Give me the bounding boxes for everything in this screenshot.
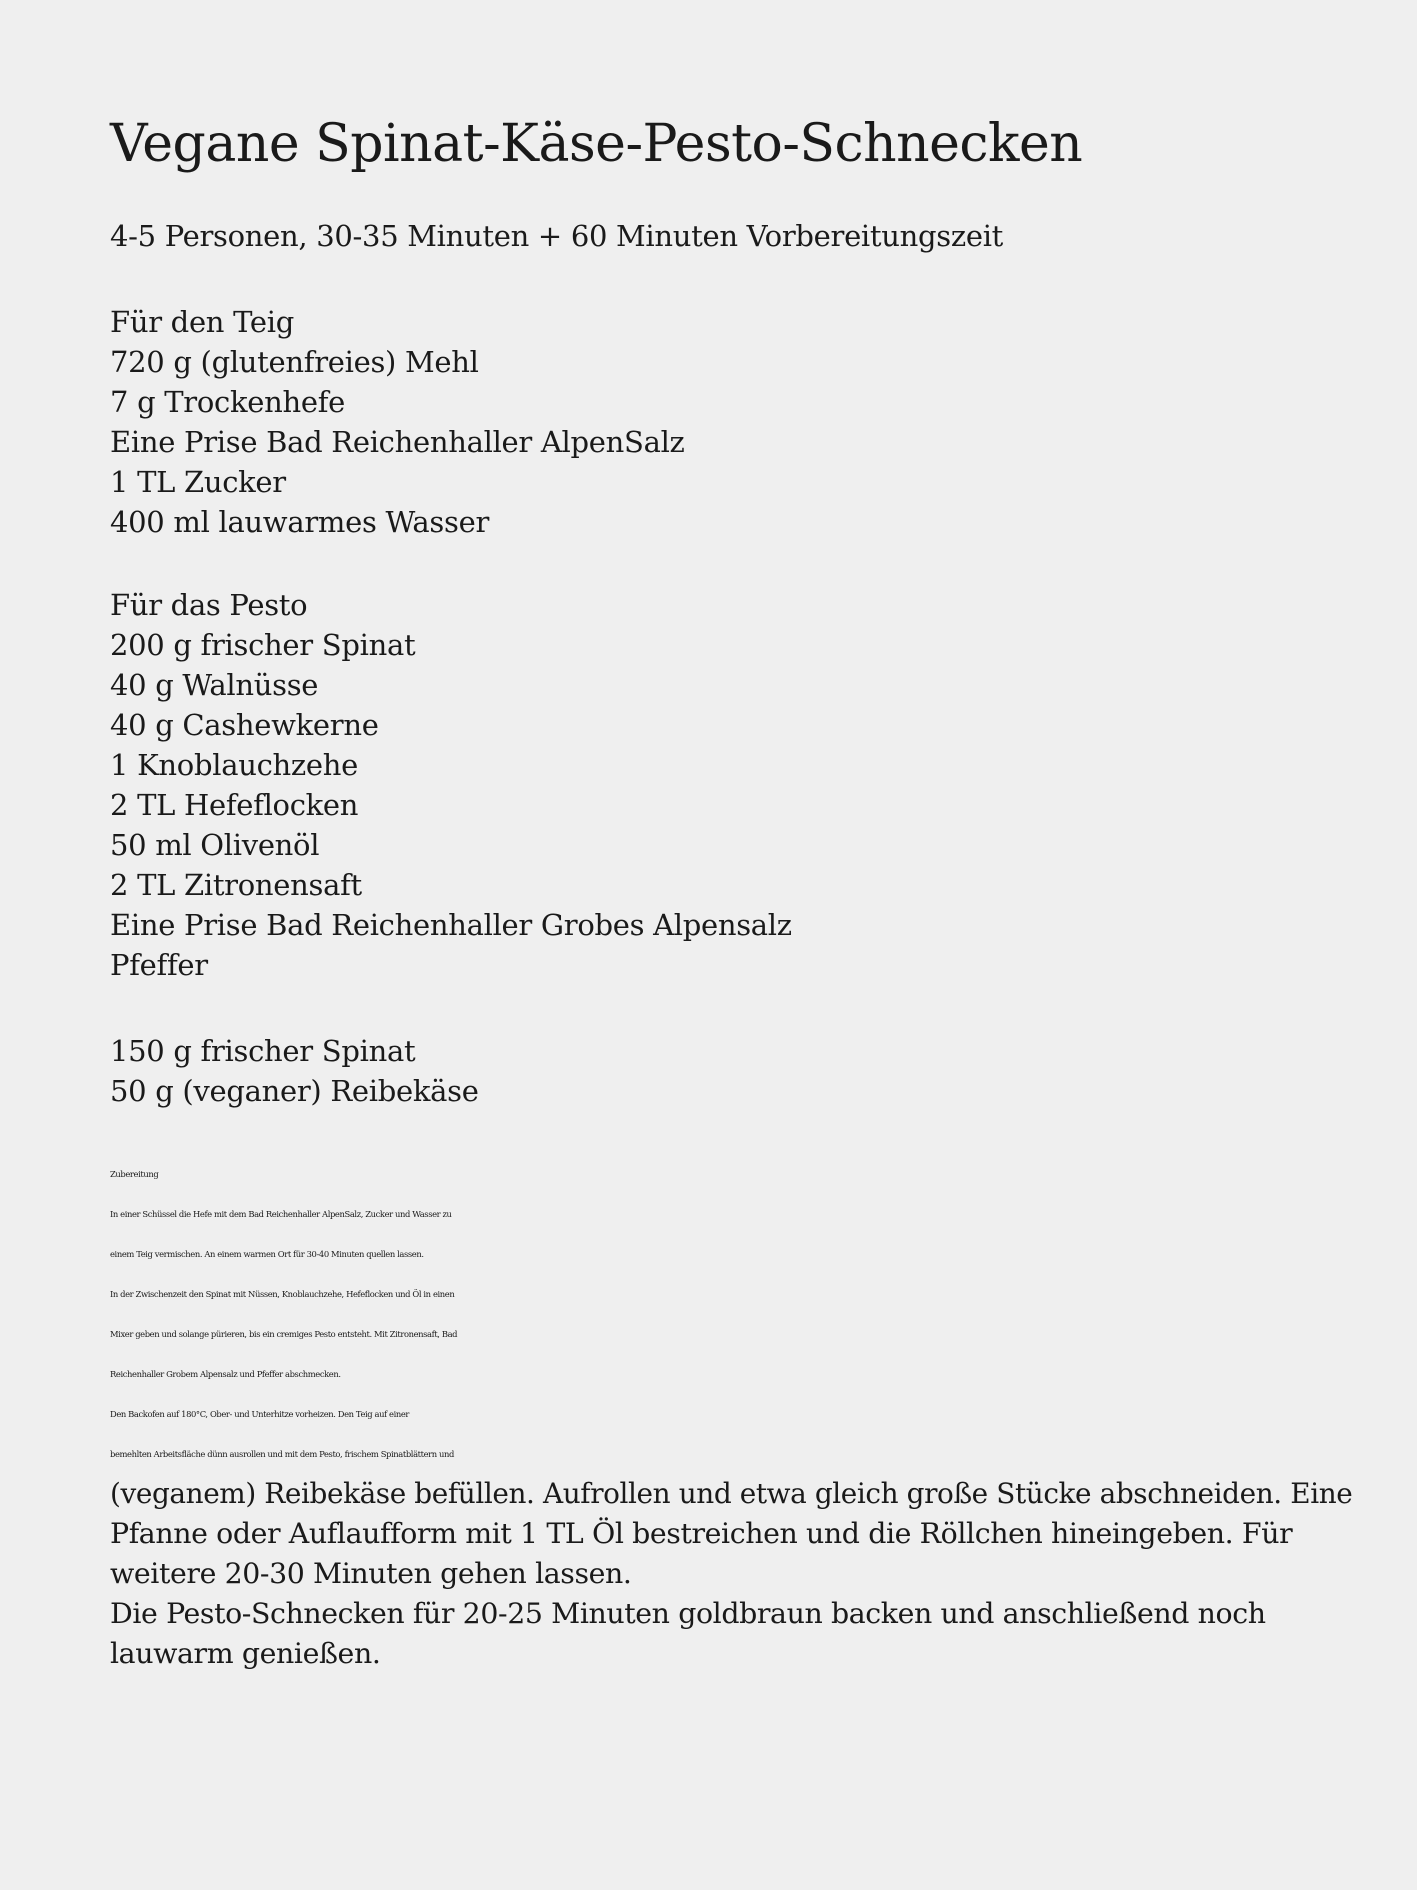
ingredient-item: 150 g frischer Spinat [110, 1034, 416, 1068]
preparation-line: Den Backofen auf 180°C, Ober- und Unterhitze vorheizen. Den Teig auf einer [110, 1409, 410, 1419]
recipe-title: Vegane Spinat-Käse-Pesto-Schnecken [110, 114, 1083, 174]
ingredient-item: 2 TL Hefeflocken [110, 788, 359, 822]
preparation-line: Pfanne oder Auflaufform mit 1 TL Öl bestreichen und die Röllchen hineingeben. Für [110, 1517, 1293, 1550]
recipe-meta: 4-5 Personen, 30-35 Minuten + 60 Minuten Vorbereitungszeit [110, 219, 1004, 253]
ingredient-item: 40 g Walnüsse [110, 668, 319, 702]
preparation-steps [110, 1154, 1352, 1674]
ingredient-item: 1 Knoblauchzehe [110, 748, 358, 782]
ingredient-item: 720 g (glutenfreies) Mehl [110, 345, 479, 379]
ingredient-item: 400 ml lauwarmes Wasser [110, 505, 490, 539]
section-heading: Für den Teig [110, 305, 294, 339]
preparation-line: Die Pesto-Schnecken für 20-25 Minuten goldbraun backen und anschließend noch [110, 1597, 1266, 1630]
preparation-line: Reichenhaller Grobem Alpensalz und Pfeffer abschmecken. [110, 1369, 341, 1379]
preparation-line: In einer Schüssel die Hefe mit dem Bad Reichenhaller AlpenSalz, Zucker und Wasser zu [110, 1209, 452, 1219]
ingredient-item: 40 g Cashewkerne [110, 708, 379, 742]
preparation-line: (veganem) Reibekäse befüllen. Aufrollen und etwa gleich große Stücke abschneiden. Eine [110, 1477, 1353, 1510]
pesto-ingredients [110, 585, 792, 985]
section-heading: Zubereitung [110, 1169, 159, 1179]
preparation-line: Mixer geben und solange pürieren, bis ein cremiges Pesto entsteht. Mit Zitronensaft, Bad [110, 1329, 458, 1339]
ingredient-item: 2 TL Zitronensaft [110, 868, 362, 902]
ingredient-item: Eine Prise Bad Reichenhaller Grobes Alpensalz [110, 908, 792, 942]
filling-ingredients [110, 1031, 479, 1111]
ingredient-item: 7 g Trockenhefe [110, 385, 346, 419]
preparation-line: einem Teig vermischen. An einem warmen Ort für 30-40 Minuten quellen lassen. [110, 1249, 424, 1259]
ingredient-item: 200 g frischer Spinat [110, 628, 416, 662]
preparation-line: In der Zwischenzeit den Spinat mit Nüssen, Knoblauchzehe, Hefeflocken und Öl in einen [110, 1289, 455, 1299]
ingredient-item: Pfeffer [110, 948, 208, 982]
ingredient-item: Eine Prise Bad Reichenhaller AlpenSalz [110, 425, 685, 459]
preparation-line: bemehlten Arbeitsfläche dünn ausrollen und mit dem Pesto, frischem Spinatblättern und [110, 1449, 454, 1459]
ingredient-item: 1 TL Zucker [110, 465, 286, 499]
section-heading: Für das Pesto [110, 588, 308, 622]
preparation-line: weitere 20-30 Minuten gehen lassen. [110, 1557, 632, 1590]
ingredient-item: 50 ml Olivenöl [110, 828, 320, 862]
preparation-line: lauwarm genießen. [110, 1637, 381, 1670]
ingredient-item: 50 g (veganer) Reibekäse [110, 1074, 479, 1108]
dough-ingredients [110, 302, 685, 542]
